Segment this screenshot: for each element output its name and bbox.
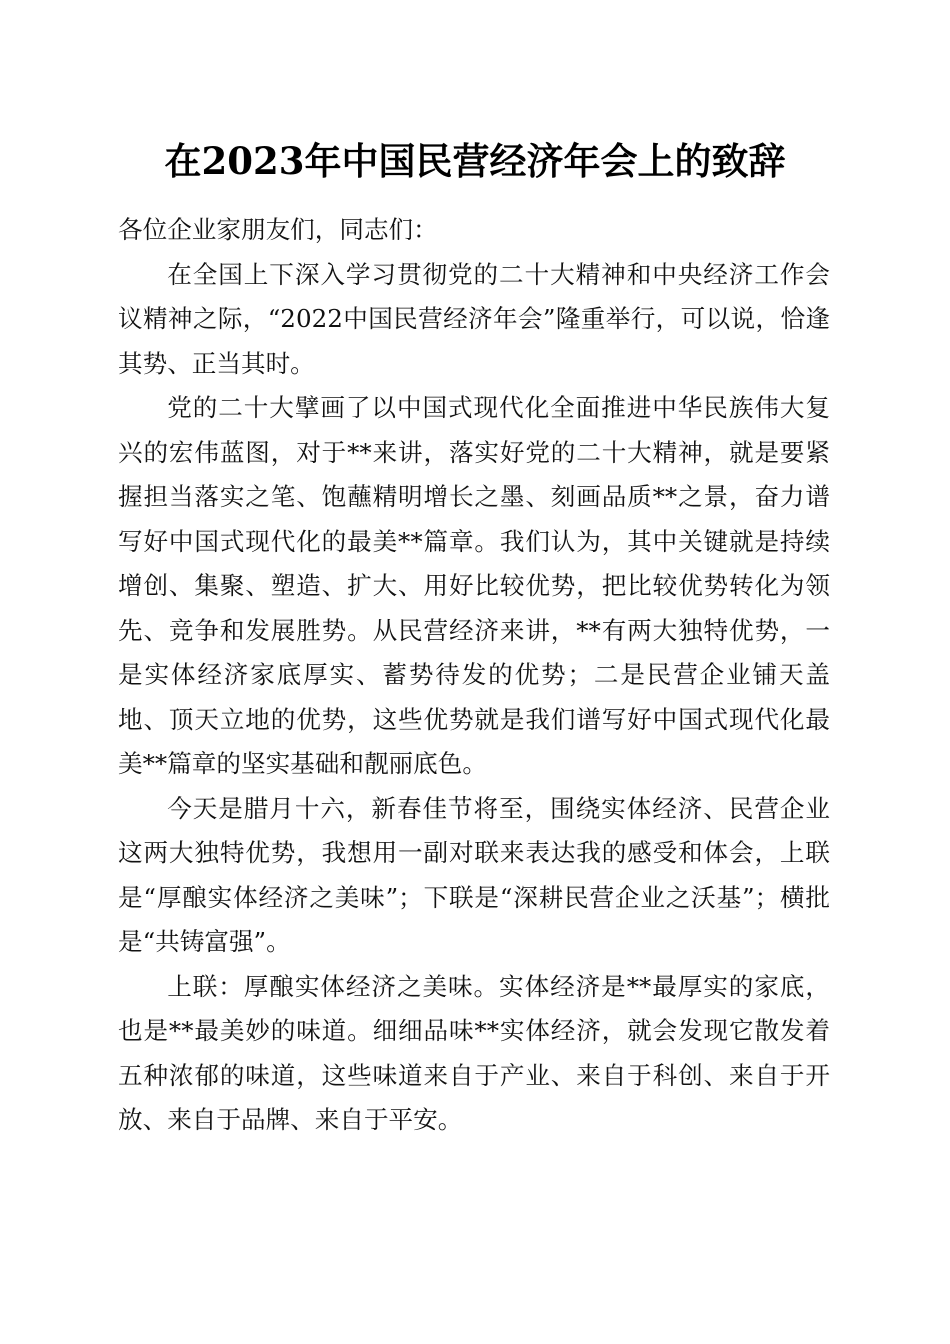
- paragraph-2: 党的二十大擘画了以中国式现代化全面推进中华民族伟大复兴的宏伟蓝图，对于**来讲，落实好党的二十大精神，就是要紧握担当落实之笔、饱蘸精明增长之墨、刻画品质**之景，奋力谱写好中国式现代化的最美**篇章。我们认为，其中关键就是持续增创、集聚、塑造、扩大、用好比较优势，把比较优势转化为领先、竞争和发展胜势。从民营经济来讲，**有两大独特优势，一是实体经济家底厚实、蓄势待发的优势；二是民营企业铺天盖地、顶天立地的优势，这些优势就是我们谱写好中国式现代化最美**篇章的坚实基础和靓丽底色。: [118, 393, 830, 778]
- paragraph-3: 今天是腊月十六，新春佳节将至，围绕实体经济、民营企业这两大独特优势，我想用一副对联来表达我的感受和体会，上联是“厚酿实体经济之美味”；下联是“深耕民营企业之沃基”；横批是“共铸富强”。: [118, 793, 830, 956]
- paragraph-1: 在全国上下深入学习贯彻党的二十大精神和中央经济工作会议精神之际，“2022中国民营经济年会”隆重举行，可以说，恰逢其势、正当其时。: [118, 259, 830, 378]
- paragraph-4: 上联：厚酿实体经济之美味。实体经济是**最厚实的家底，也是**最美妙的味道。细细品味**实体经济，就会发现它散发着五种浓郁的味道，这些味道来自于产业、来自于科创、来自于开放、来自于品牌、来自于平安。: [118, 971, 830, 1134]
- document-title: 在2023年中国民营经济年会上的致辞: [164, 139, 786, 183]
- document-body: [118, 208, 830, 1143]
- salutation: 各位企业家朋友们，同志们：: [118, 215, 438, 244]
